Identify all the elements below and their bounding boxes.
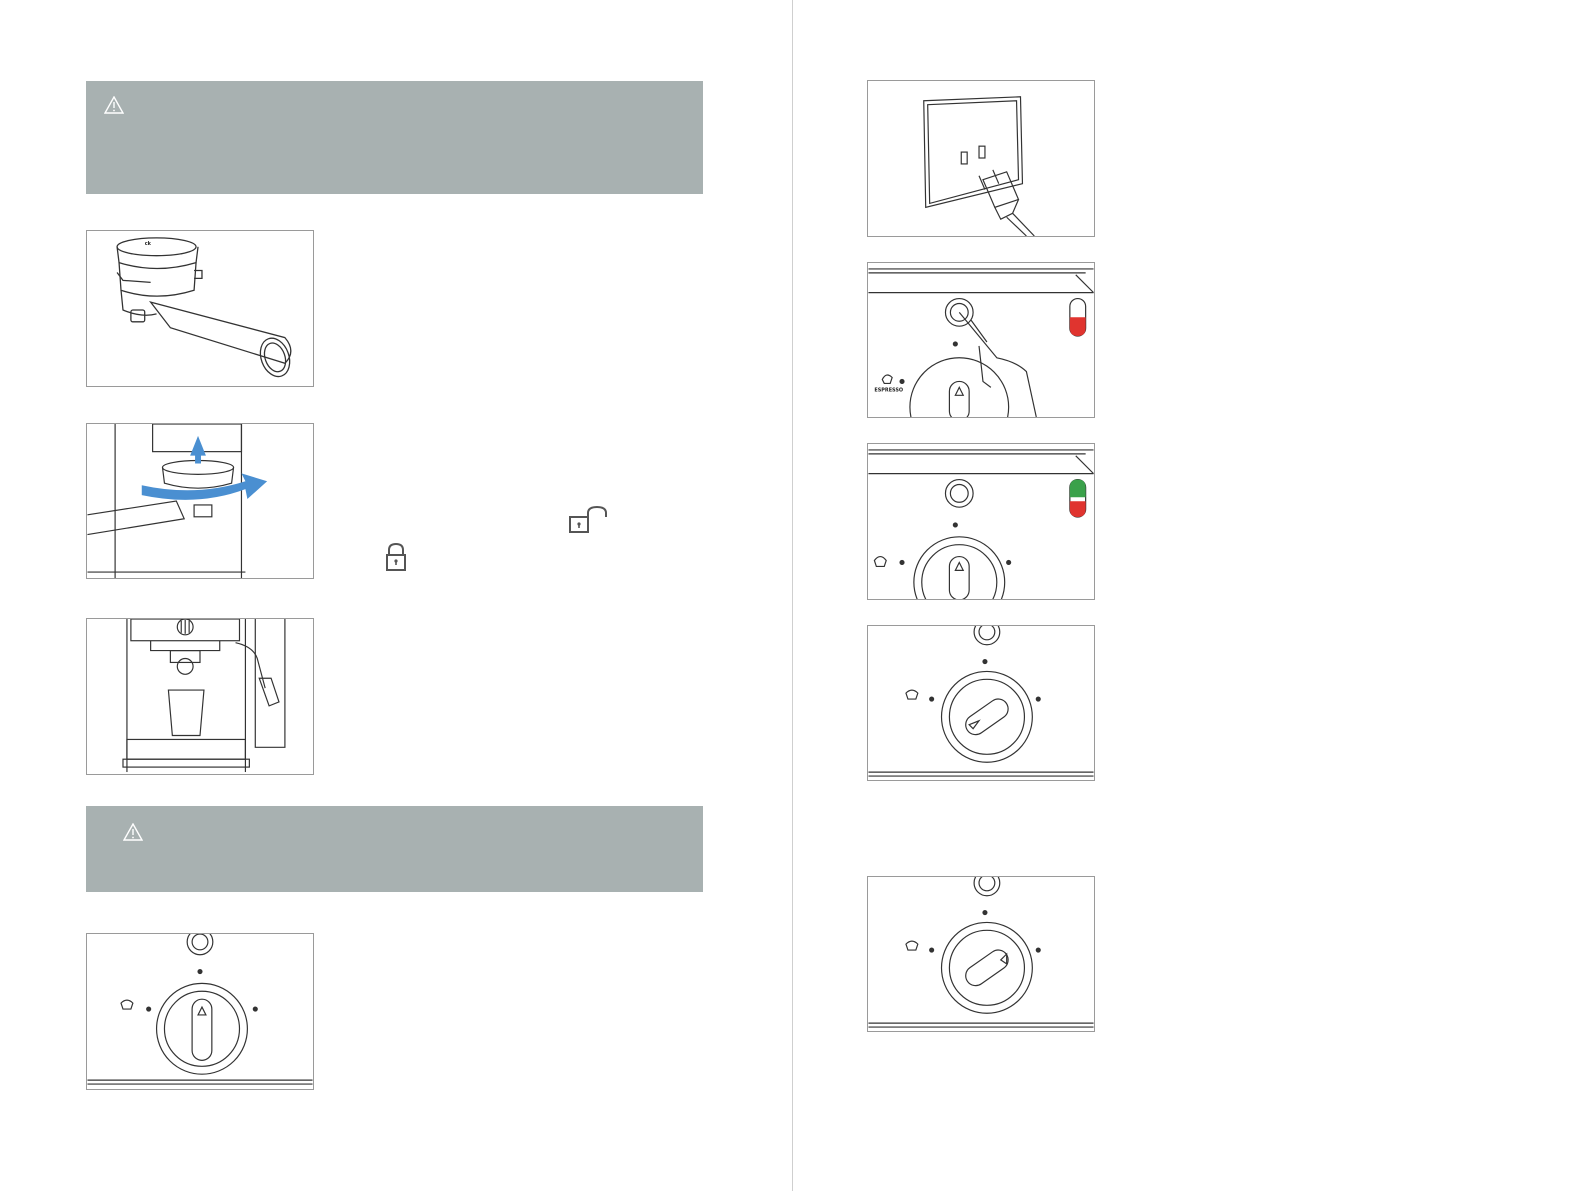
figure-portafilter [86, 230, 314, 387]
figure-power-plug [867, 80, 1095, 237]
lock-icon [385, 542, 407, 572]
figure-ready-state [867, 443, 1095, 600]
figure-dial-steam [867, 876, 1095, 1032]
svg-text:ESPRESSO: ESPRESSO [874, 387, 904, 394]
warning-triangle-icon [104, 96, 124, 114]
unlock-icon [568, 505, 608, 535]
svg-text:ck: ck [144, 240, 151, 247]
figure-insert-portafilter [86, 423, 314, 579]
figure-machine-front [86, 618, 314, 775]
warning-band-1 [86, 81, 703, 194]
figure-press-power [867, 262, 1095, 418]
figure-dial-espresso [867, 625, 1095, 781]
figure-dial-center [86, 933, 314, 1090]
warning-triangle-icon [123, 823, 143, 841]
page-divider [792, 0, 793, 1191]
warning-band-2 [86, 806, 703, 892]
